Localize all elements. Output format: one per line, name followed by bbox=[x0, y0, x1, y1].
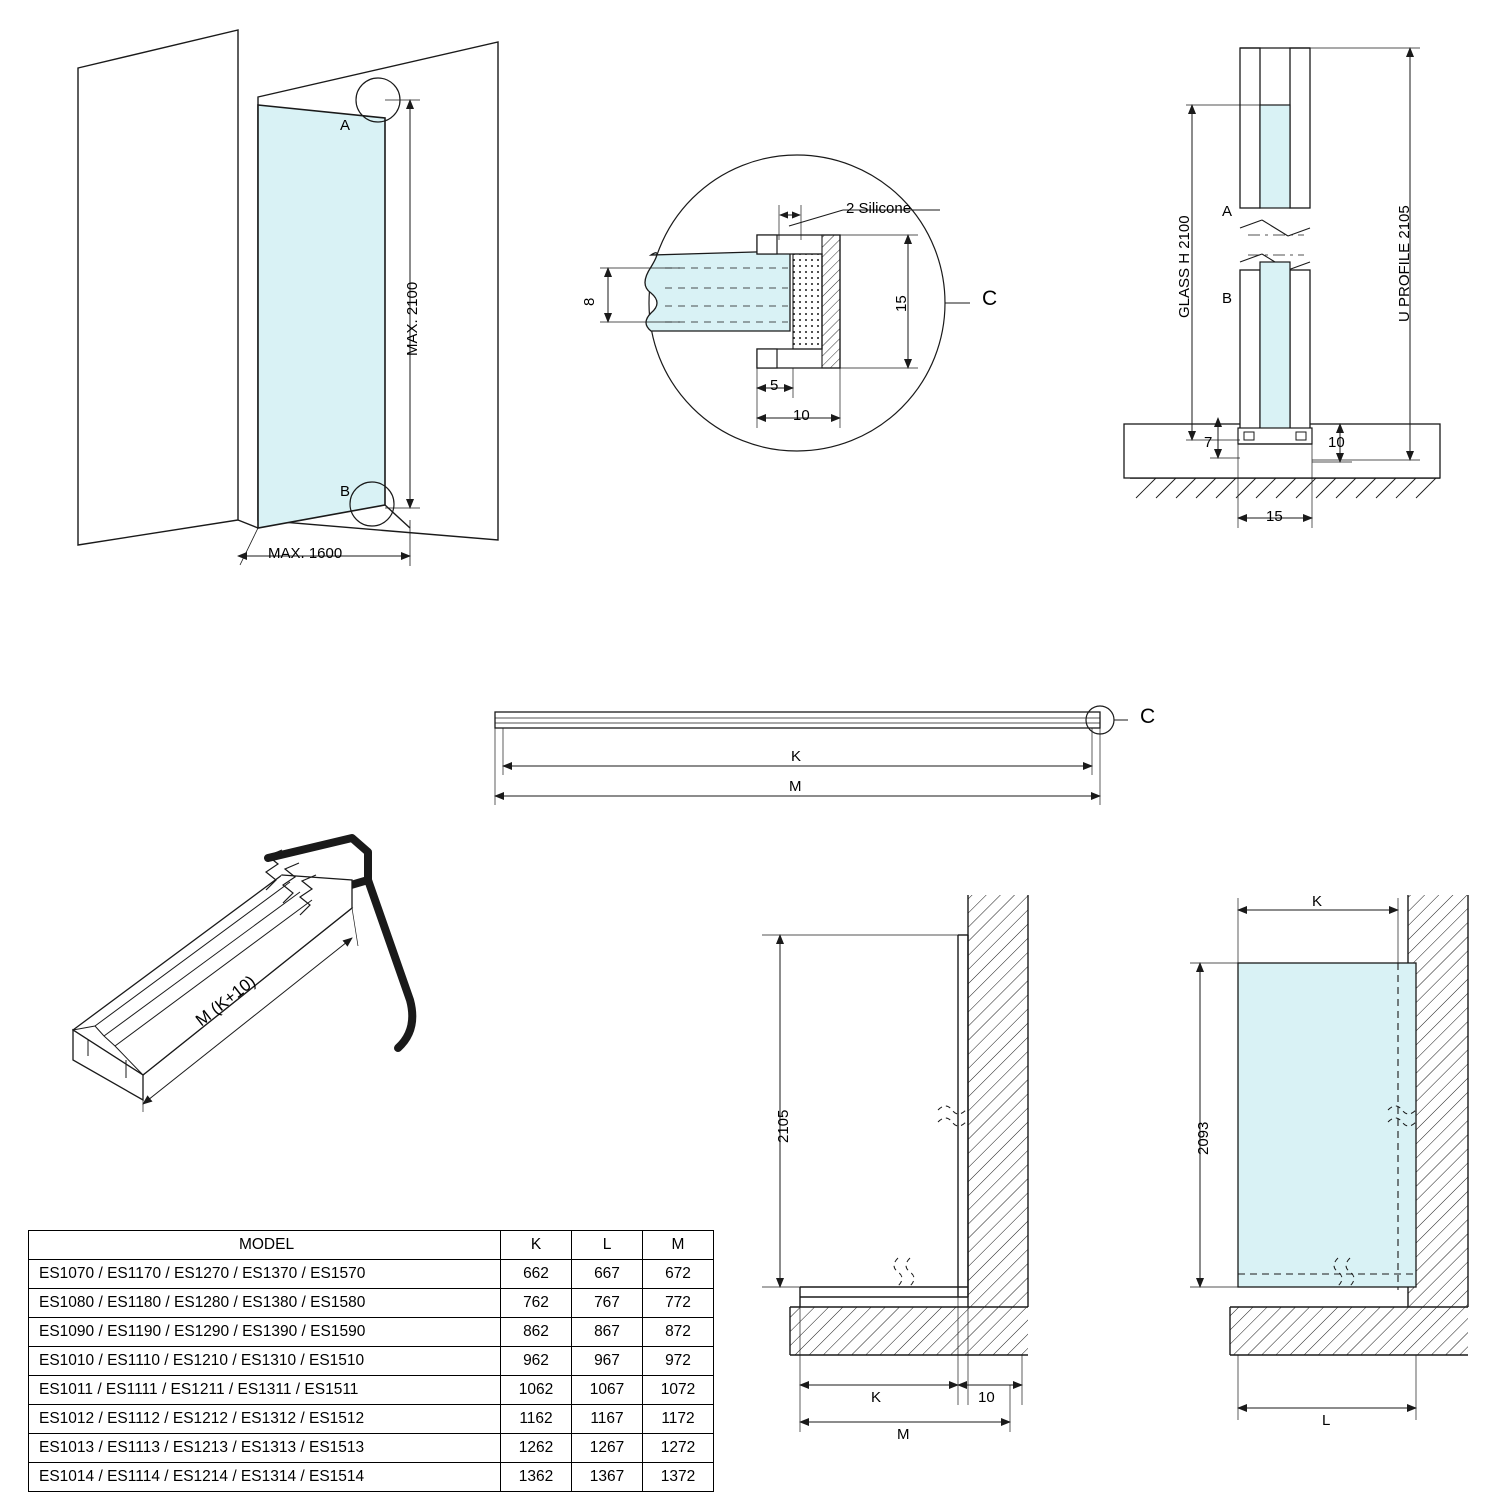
table-row bbox=[29, 1463, 714, 1492]
model-dimension-table bbox=[28, 1230, 714, 1492]
dim-section-10: 10 bbox=[1328, 434, 1345, 451]
dim-bar-k: K bbox=[791, 748, 802, 765]
dim-profile-height: 15 bbox=[893, 295, 910, 312]
detail-callout-c: C bbox=[982, 287, 998, 310]
cell-model: ES1014 / ES1114 / ES1214 / ES1314 / ES1514 bbox=[29, 1463, 501, 1492]
header-k: K bbox=[501, 1231, 572, 1260]
cell-k: 762 bbox=[501, 1289, 572, 1318]
cell-l: 1067 bbox=[572, 1376, 643, 1405]
cell-model: ES1070 / ES1170 / ES1270 / ES1370 / ES1570 bbox=[29, 1260, 501, 1289]
cell-model: ES1013 / ES1113 / ES1213 / ES1313 / ES1513 bbox=[29, 1434, 501, 1463]
cell-m: 772 bbox=[643, 1289, 714, 1318]
cell-k: 862 bbox=[501, 1318, 572, 1347]
section-label-a: A bbox=[1222, 203, 1233, 220]
dim-panel-height: MAX. 2100 bbox=[404, 281, 421, 356]
dim-glass-2093: 2093 bbox=[1195, 1121, 1212, 1155]
cell-model: ES1011 / ES1111 / ES1211 / ES1311 / ES1511 bbox=[29, 1376, 501, 1405]
cell-l: 1167 bbox=[572, 1405, 643, 1434]
dim-glass-height: GLASS H 2100 bbox=[1176, 215, 1193, 318]
header-l: L bbox=[572, 1231, 643, 1260]
cell-l: 967 bbox=[572, 1347, 643, 1376]
section-label-b: B bbox=[1222, 290, 1233, 307]
cell-m: 1072 bbox=[643, 1376, 714, 1405]
header-model: MODEL bbox=[29, 1231, 501, 1260]
bar-callout-c: C bbox=[1140, 705, 1156, 728]
table-row bbox=[29, 1434, 714, 1463]
dim-inner-5: 5 bbox=[770, 377, 779, 394]
cell-l: 867 bbox=[572, 1318, 643, 1347]
cell-m: 972 bbox=[643, 1347, 714, 1376]
cell-l: 1267 bbox=[572, 1434, 643, 1463]
dim-u-profile: U PROFILE 2105 bbox=[1396, 205, 1413, 322]
cell-l: 667 bbox=[572, 1260, 643, 1289]
cell-l: 1367 bbox=[572, 1463, 643, 1492]
dim-glass-l: L bbox=[1322, 1412, 1331, 1429]
table-row bbox=[29, 1260, 714, 1289]
dim-wall-2105: 2105 bbox=[775, 1109, 792, 1143]
cell-m: 1172 bbox=[643, 1405, 714, 1434]
label-silicone: 2 Silicone bbox=[846, 200, 912, 217]
dim-section-15: 15 bbox=[1266, 508, 1283, 525]
cell-model: ES1012 / ES1112 / ES1212 / ES1312 / ES1512 bbox=[29, 1405, 501, 1434]
cell-model: ES1010 / ES1110 / ES1210 / ES1310 / ES1510 bbox=[29, 1347, 501, 1376]
header-m: M bbox=[643, 1231, 714, 1260]
dim-glass-thickness: 8 bbox=[581, 297, 598, 306]
cell-k: 662 bbox=[501, 1260, 572, 1289]
table-row bbox=[29, 1376, 714, 1405]
dim-wall-10: 10 bbox=[978, 1389, 995, 1406]
cell-k: 1262 bbox=[501, 1434, 572, 1463]
label-point-a: A bbox=[340, 117, 351, 134]
cell-k: 1062 bbox=[501, 1376, 572, 1405]
table-row bbox=[29, 1289, 714, 1318]
table-row bbox=[29, 1405, 714, 1434]
dim-section-7: 7 bbox=[1204, 434, 1213, 451]
dim-glass-k: K bbox=[1312, 893, 1323, 910]
cell-m: 872 bbox=[643, 1318, 714, 1347]
dim-wall-k: K bbox=[871, 1389, 882, 1406]
cell-model: ES1090 / ES1190 / ES1290 / ES1390 / ES1590 bbox=[29, 1318, 501, 1347]
cell-k: 1362 bbox=[501, 1463, 572, 1492]
dim-iso-m: M (K+10) bbox=[192, 971, 260, 1030]
table-row bbox=[29, 1347, 714, 1376]
dim-panel-width: MAX. 1600 bbox=[268, 545, 343, 562]
cell-l: 767 bbox=[572, 1289, 643, 1318]
cell-m: 672 bbox=[643, 1260, 714, 1289]
cell-m: 1272 bbox=[643, 1434, 714, 1463]
cell-k: 1162 bbox=[501, 1405, 572, 1434]
label-point-b: B bbox=[340, 483, 351, 500]
dim-outer-10: 10 bbox=[793, 407, 810, 424]
dim-bar-m: M bbox=[789, 778, 802, 795]
table-row bbox=[29, 1318, 714, 1347]
cell-k: 962 bbox=[501, 1347, 572, 1376]
cell-model: ES1080 / ES1180 / ES1280 / ES1380 / ES1580 bbox=[29, 1289, 501, 1318]
cell-m: 1372 bbox=[643, 1463, 714, 1492]
table-header-row bbox=[29, 1231, 714, 1260]
dim-wall-m: M bbox=[897, 1426, 910, 1443]
